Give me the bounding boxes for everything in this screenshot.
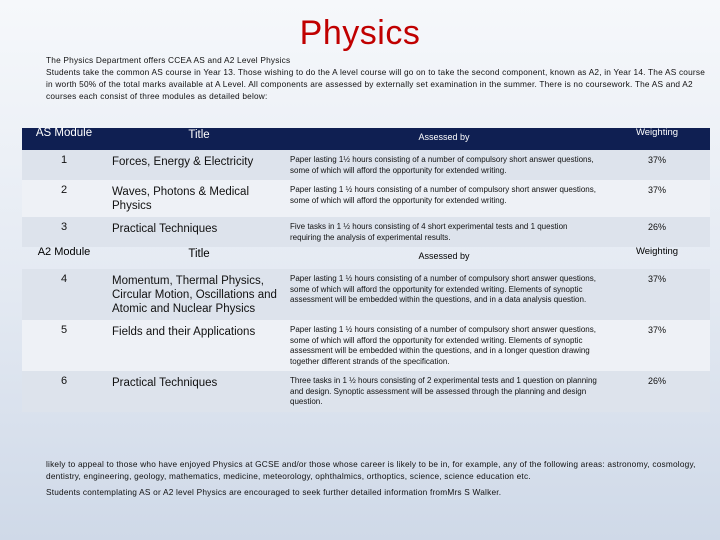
module-number: 1 [22, 150, 106, 180]
as-header-row [22, 128, 710, 150]
module-title: Practical Techniques [106, 371, 286, 412]
table-row [22, 320, 710, 371]
intro-line: The Physics Department offers CCEA AS and A2 Level Physics [46, 55, 291, 65]
module-number: 2 [22, 180, 106, 217]
module-title: Momentum, Thermal Physics, Circular Motion, Oscillations and Atomic and Nuclear Physics [106, 269, 286, 320]
as-assessed-header: Assessed by [286, 128, 604, 150]
page-title: Physics [299, 14, 421, 52]
as-title-header: Title [106, 128, 286, 150]
module-number: 4 [22, 269, 106, 320]
module-number: 5 [22, 320, 106, 371]
contact-paragraph: Students contemplating AS or A2 level Physics are encouraged to seek further detailed information fromMrs S Walker. [46, 487, 502, 497]
table-row [22, 269, 710, 320]
a2-weighting-header: Weighting [635, 246, 679, 257]
careers-paragraph: likely to appeal to those who have enjoyed Physics at GCSE and/or those whose career is likely to be in, for example, any of the following areas: astronomy, cosmology, dentistry, engineering, geology, mathematics, medicine, meteorology, ophthalmics, orthoptics, science, science education etc. [46, 459, 696, 481]
module-assessment: Five tasks in 1 ½ hours consisting of 4 short experimental tests and 1 question requiring the analysis of experimental results. [286, 217, 604, 247]
as-module-header: AS Module [22, 128, 106, 150]
module-number: 3 [22, 217, 106, 247]
as-weighting-header: Weighting [604, 128, 710, 150]
module-weighting: 37% [604, 150, 710, 180]
module-assessment: Paper lasting 1 ½ hours consisting of a number of compulsory short answer questions, some of which will afford the opportunity for extended writing. [286, 180, 604, 217]
module-title: Practical Techniques [106, 217, 286, 247]
module-assessment: Paper lasting 1 ½ hours consisting of a number of compulsory short answer questions, some of which will afford the opportunity for extended writing. Elements of synoptic assessment will be embedded within the questions, and in a longer question drawing together different strands of the specification. [286, 320, 604, 371]
module-title: Fields and their Applications [106, 320, 286, 371]
module-number: 6 [22, 371, 106, 412]
module-weighting: 37% [604, 269, 710, 320]
module-weighting: 37% [604, 180, 710, 217]
intro-paragraph: Students take the common AS course in Year 13. Those wishing to do the A level course will go on to take the second component, known as A2, in Year 14. The AS course in worth 50% of the total marks available at A Level. All components are assessed by externally set examination in the summer. There is no coursework. The AS and A2 courses each consist of three modules as detailed below: [46, 67, 706, 101]
modules-table [22, 128, 710, 412]
module-weighting: 26% [604, 371, 710, 412]
module-title: Waves, Photons & Medical Physics [106, 180, 286, 217]
a2-header-row [22, 247, 710, 269]
intro-text [46, 54, 706, 102]
a2-module-header: A2 Module [37, 246, 91, 258]
module-assessment: Paper lasting 1½ hours consisting of a number of compulsory short answer questions, some of which will afford the opportunity for extended writing. [286, 150, 604, 180]
table-row [22, 371, 710, 412]
table-row [22, 217, 710, 247]
table-row [22, 180, 710, 217]
module-assessment: Paper lasting 1 ½ hours consisting of a number of compulsory short answer questions, some of which will afford the opportunity for extended writing. Elements of synoptic assessment will be embedded within the questions, and in a data analysis question. [286, 269, 604, 320]
outro-text [46, 458, 714, 502]
table-row [22, 150, 710, 180]
a2-title-header: Title [188, 248, 210, 260]
module-weighting: 37% [604, 320, 710, 371]
module-title: Forces, Energy & Electricity [106, 150, 286, 180]
a2-assessed-header: Assessed by [418, 251, 470, 261]
module-assessment: Three tasks in 1 ½ hours consisting of 2 experimental tests and 1 question on planning and design. Synoptic assessment will be assessed through the planning and design question. [286, 371, 604, 412]
module-weighting: 26% [604, 217, 710, 247]
